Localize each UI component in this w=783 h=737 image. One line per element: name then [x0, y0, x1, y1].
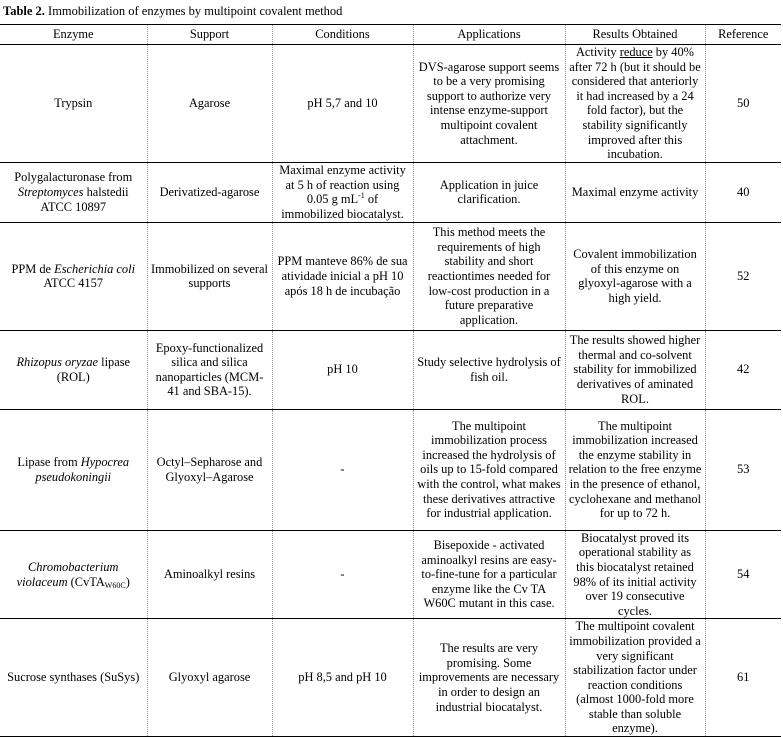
support-cell: Derivatized-agarose — [147, 162, 272, 222]
results-cell: The multipoint covalent immobilization provided a very significant stabilization factor under reaction conditions (almost 1000-fold more stable than soluble enzyme). — [565, 619, 705, 737]
reference-cell: 53 — [705, 409, 781, 530]
enzyme-species: Hypocrea pseudokoningii — [35, 455, 130, 484]
table-row — [0, 45, 781, 163]
applications-cell: The multipoint immobilization process increased the hydrolysis of oils up to 15-fold compared with the control, what makes these derivatives attractive for industrial application. — [413, 409, 565, 530]
reference-cell: 50 — [705, 45, 781, 163]
enzyme-species: Chromobacterium violaceum — [16, 559, 119, 589]
enzyme-cell — [0, 330, 147, 409]
applications-cell: Application in juice clarification. — [413, 162, 565, 222]
enzyme-text: ) — [125, 574, 130, 589]
table-row — [0, 162, 781, 222]
applications-cell: Bisepoxide - activated aminoalkyl resins are easy-to-fine-tune for a particular enzyme like the Cv TA W60C mutant in this case. — [413, 530, 565, 619]
table-row — [0, 409, 781, 530]
header-enzyme: Enzyme — [0, 25, 147, 45]
support-cell: Octyl–Sepharose and Glyoxyl–Agarose — [147, 409, 272, 530]
enzyme-text: PPM de — [11, 261, 55, 276]
conditions-cell: PPM manteve 86% de sua atividade inicial a pH 10 após 18 h de incubação — [272, 222, 413, 330]
enzyme-text: (CvTA — [67, 574, 105, 589]
support-cell: Immobilized on several supports — [147, 222, 272, 330]
applications-cell: This method meets the requirements of high stability and short reactiontimes needed for low-cost production in a future preparative application. — [413, 222, 565, 330]
enzyme-text: lipase (ROL) — [56, 355, 131, 384]
enzyme-text: Polygalacturonase from — [14, 170, 133, 185]
conditions-cell: pH 10 — [272, 330, 413, 409]
header-conditions: Conditions — [272, 25, 413, 45]
reference-cell: 42 — [705, 330, 781, 409]
support-cell: Agarose — [147, 45, 272, 163]
enzyme-subscript: W60C — [104, 580, 126, 590]
conditions-superscript: -1 — [358, 191, 365, 201]
table-title: Immobilization of enzymes by multipoint covalent method — [44, 4, 343, 18]
results-text: Activity — [575, 45, 620, 59]
conditions-text: of immobilized biocatalyst. — [281, 192, 404, 221]
enzyme-text: Lipase from — [17, 455, 81, 470]
applications-cell: Study selective hydrolysis of fish oil. — [413, 330, 565, 409]
table-label: Table 2. — [3, 4, 45, 18]
support-cell: Glyoxyl agarose — [147, 619, 272, 737]
enzyme-cell — [0, 530, 147, 619]
conditions-text: Maximal enzyme activity at 5 h of reaction using 0.05 g mL — [279, 163, 406, 207]
results-cell: Maximal enzyme activity — [565, 162, 705, 222]
results-cell: The results showed higher thermal and co-solvent stability for immobilized derivatives of aminated ROL. — [565, 330, 705, 409]
support-cell: Epoxy-functionalized silica and silica nanoparticles (MCM-41 and SBA-15). — [147, 330, 272, 409]
results-cell: Covalent immobilization of this enzyme on glyoxyl-agarose with a high yield. — [565, 222, 705, 330]
conditions-cell: - — [272, 409, 413, 530]
results-cell: The multipoint immobilization increased the enzyme stability in relation to the free enzyme in the presence of ethanol, cyclohexane and methanol for up to 72 h. — [565, 409, 705, 530]
enzyme-text: halstedii ATCC 10897 — [40, 184, 129, 214]
enzyme-cell: Trypsin — [0, 45, 147, 163]
header-applications: Applications — [413, 25, 565, 45]
enzyme-cell — [0, 222, 147, 330]
enzyme-species: Streptomyces — [17, 184, 84, 199]
header-support: Support — [147, 25, 272, 45]
header-reference: Reference — [705, 25, 781, 45]
enzyme-text: ATCC 4157 — [43, 276, 104, 291]
conditions-cell: pH 8,5 and pH 10 — [272, 619, 413, 737]
reference-cell: 61 — [705, 619, 781, 737]
reference-cell: 52 — [705, 222, 781, 330]
applications-cell: DVS-agarose support seems to be a very promising support to authorize very intense enzyme-support multipoint covalent attachment. — [413, 45, 565, 163]
applications-cell: The results are very promising. Some improvements are necessary in order to design an industrial biocatalyst. — [413, 619, 565, 737]
conditions-cell: - — [272, 530, 413, 619]
results-text: by 40% after 72 h (but it should be considered that anteriorly it had increased by a 24 fold factor), but the stability significantly improved after this incubation. — [569, 45, 701, 162]
support-cell: Aminoalkyl resins — [147, 530, 272, 619]
table-row — [0, 530, 781, 619]
conditions-cell: pH 5,7 and 10 — [272, 45, 413, 163]
enzyme-species: Rhizopus oryzae — [16, 355, 99, 370]
enzyme-cell — [0, 409, 147, 530]
header-results: Results Obtained — [565, 25, 705, 45]
enzyme-cell — [0, 162, 147, 222]
enzyme-cell: Sucrose synthases (SuSys) — [0, 619, 147, 737]
conditions-cell — [272, 162, 413, 222]
table-caption — [3, 3, 342, 19]
table-row — [0, 619, 781, 737]
table-row — [0, 222, 781, 330]
results-cell — [565, 45, 705, 163]
immobilization-table — [0, 24, 781, 737]
results-underlined-word: reduce — [619, 45, 653, 59]
enzyme-species: Escherichia coli — [54, 261, 136, 276]
header-row — [0, 25, 781, 45]
table-row — [0, 330, 781, 409]
reference-cell: 40 — [705, 162, 781, 222]
reference-cell: 54 — [705, 530, 781, 619]
results-cell: Biocatalyst proved its operational stability as this biocatalyst retained 98% of its initial activity over 19 consecutive cycles. — [565, 530, 705, 619]
